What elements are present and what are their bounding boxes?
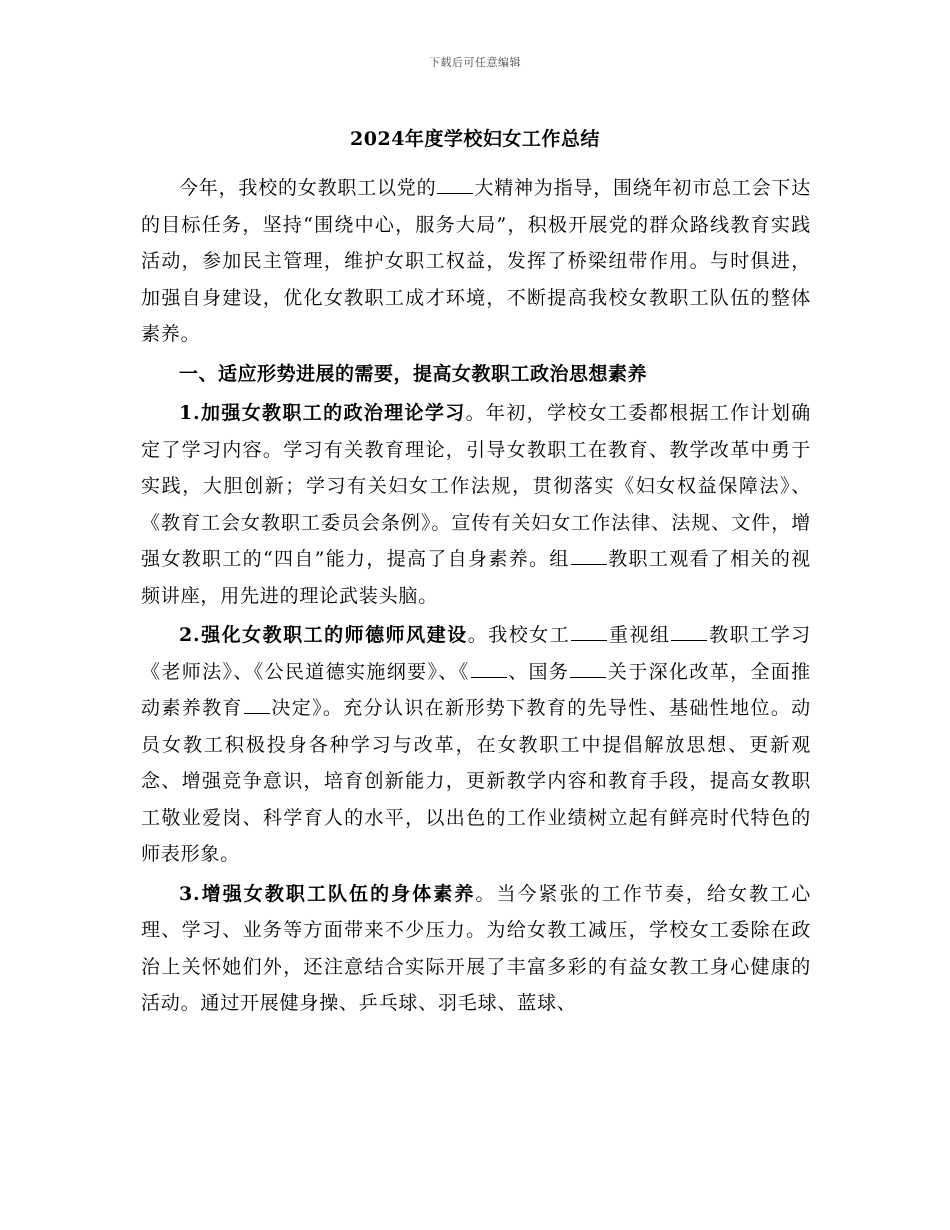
fill-blank xyxy=(671,622,707,641)
intro-paragraph xyxy=(141,170,811,353)
item1-paragraph xyxy=(141,395,811,614)
item2-text-5: 关于深化改革，全面推动素养教育 xyxy=(141,660,811,719)
fill-blank xyxy=(437,175,473,194)
section-heading: 一、适应形势进展的需要，提高女教职工政治思想素养 xyxy=(179,362,648,385)
item2-text-6: 决定》。充分认识在新形势下教育的先导性、基础性地位。动员女教工积极投身各种学习与改革，在女教职工中提倡解放思想、更新观念、增强竞争意识，培育创新能力，更新教学内容和教育手段，提高女教职工敬业爱岗、科学育人的水平，以出色的工作业绩树立起有鲜亮时代特色的师表形象。 xyxy=(141,697,811,865)
fill-blank xyxy=(571,546,607,565)
item2-text-1: 。我校女工 xyxy=(467,624,571,646)
item1-lead: 1.加强女教职工的政治理论学习 xyxy=(179,402,466,424)
item3-lead: 3.增强女教职工队伍的身体素养 xyxy=(179,882,476,905)
header-note: 下载后可任意编辑 xyxy=(429,56,521,69)
item2-text-3: 教职工学习《老师法》、《公民道德实施纲要》、《 xyxy=(141,624,811,683)
document-title: 2024年度学校妇女工作总结 xyxy=(350,128,600,150)
item2-lead: 2.强化女教职工的师德师风建设 xyxy=(179,624,468,646)
item1-text-1: 。年初，学校女工委都根据工作计划确定了学习内容。学习有关教育理论，引导女教职工在教育、教学改革中勇于实践，大胆创新；学习有关妇女工作法规，贯彻落实《妇女权益保障法》、《教育工会女教职工委员会条例》。宣传有关妇女工作法律、法规、文件，增强女教职工的“四自”能力，提高了自身素养。组 xyxy=(141,402,811,570)
intro-text-1: 今年，我校的女教职工以党的 xyxy=(179,177,437,199)
item2-text-2: 重视组 xyxy=(608,624,671,646)
intro-text-2: 大精神为指导，围绕年初市总工会下达的目标任务，坚持“围绕中心，服务大局”，积极开展党的群众路线教育实践活动，参加民主管理，维护女职工权益，发挥了桥梁纽带作用。与时俱进，加强自身建设，优化女教职工成才环境，不断提高我校女教职工队伍的整体素养。 xyxy=(141,177,812,345)
item2-paragraph xyxy=(141,617,811,873)
item1-text-2: 教职工观看了相关的视频讲座，用先进的理论武装头脑。 xyxy=(141,548,811,607)
fill-blank xyxy=(570,659,606,678)
item2-text-4: 、国务 xyxy=(507,660,570,683)
fill-blank xyxy=(244,695,270,714)
item3-paragraph xyxy=(141,876,811,1022)
item3-text-1: 。当今紧张的工作节奏，给女教工心理、学习、业务等方面带来不少压力。为给女教工减压，学校女工委除在政治上关怀她们外，还注意结合实际开展了丰富多彩的有益女教工身心健康的活动。通过开展健身操、乒乓球、羽毛球、蓝球、 xyxy=(141,882,811,1014)
fill-blank xyxy=(471,659,507,678)
fill-blank xyxy=(571,622,607,641)
document-body xyxy=(141,170,811,1025)
